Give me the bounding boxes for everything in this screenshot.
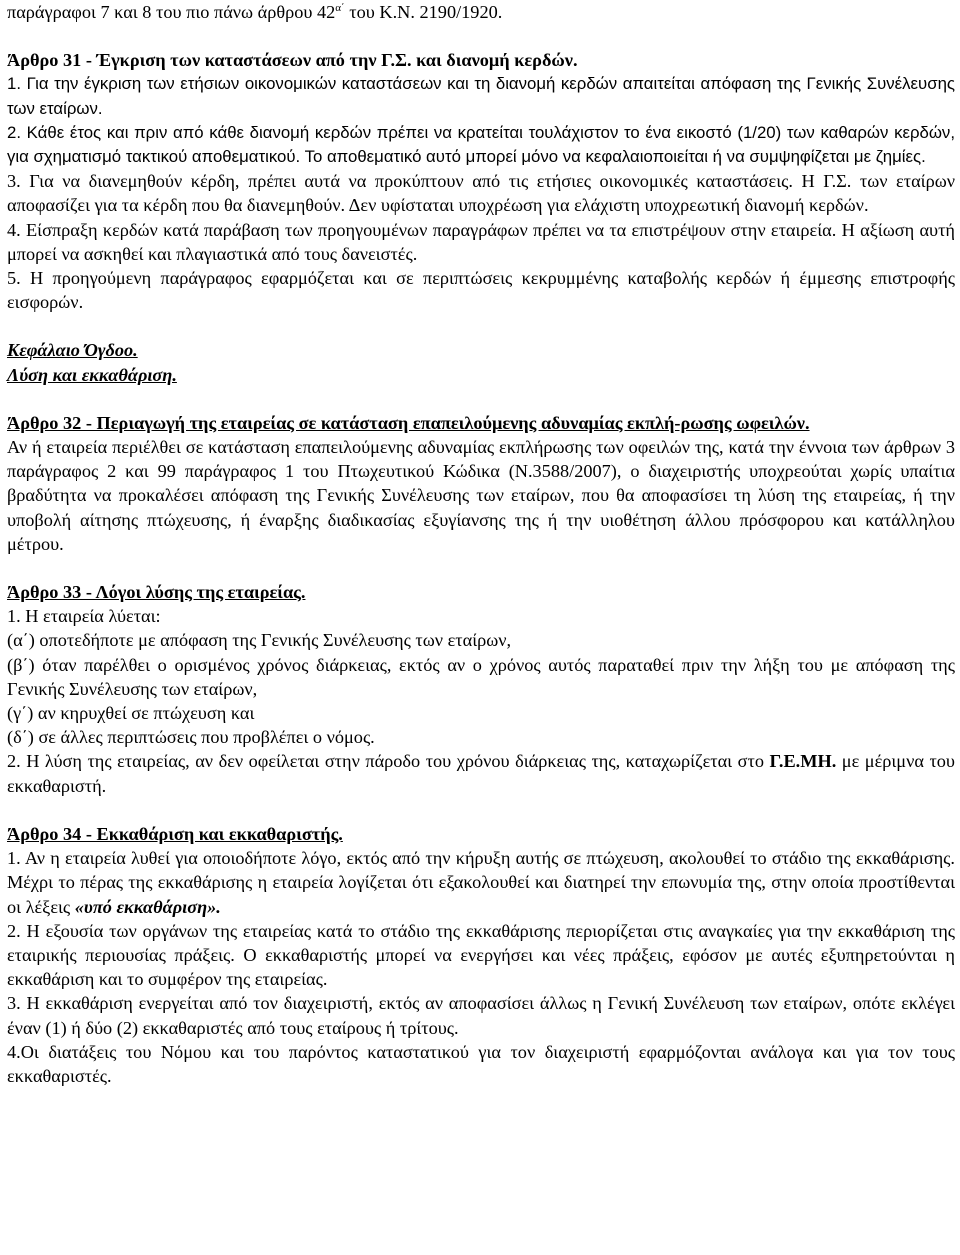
- spacer: [7, 556, 955, 580]
- article-33-item-d: (δ΄) σε άλλες περιπτώσεις που προβλέπει ο νόμος.: [7, 727, 375, 748]
- article-31-para-2: 2. Κάθε έτος και πριν από κάθε διανομή κερδών πρέπει να κρατείται τουλάχιστον το ένα εικοστό (1/20) των καθαρών κερδών, για σχηματισμό τακτικού αποθεματικού. Το αποθεματικό αυτό μπορεί μόνο να κεφαλαιοποιείται ή να συμψηφίζεται με ζημίες.: [7, 122, 955, 167]
- article-32-title: Άρθρο 32 - Περιαγωγή της εταιρείας σε κατάσταση επαπειλούμενης αδυναμίας εκπλή-ρωσης ωφειλών.: [7, 412, 810, 433]
- spacer: [7, 24, 955, 48]
- spacer: [7, 314, 955, 338]
- article-34-para-1: [7, 846, 955, 919]
- chapter-subtitle: Λύση και εκκαθάριση.: [7, 364, 177, 385]
- article-31-para-4: 4. Είσπραξη κερδών κατά παράβαση των προηγουμένων παραγράφων πρέπει να τα επιστρέψουν στην εταιρεία. Η αξίωση αυτή μπορεί να ασκηθεί και πλαγιαστικά από τους δανειστές.: [7, 219, 955, 264]
- article-33-para-2: [7, 749, 955, 797]
- article-34-para-1-emphasis: «υπό εκκαθάριση».: [74, 896, 221, 917]
- article-31-para-5: 5. Η προηγούμενη παράγραφος εφαρμόζεται και σε περιπτώσεις κεκρυμμένης καταβολής κερδών ή έμμεσης επιστροφής εισφορών.: [7, 268, 955, 313]
- article-33-para-2-end: με μέριμνα του εκκαθαριστή.: [7, 751, 955, 796]
- document-page: [7, 0, 955, 1088]
- article-32-body: Αν ή εταιρεία περιέλθει σε κατάσταση επαπειλούμενης αδυναμίας εκπλήρωσης των οφειλών της, κατά την έννοια των άρθρων 3 παράγραφος 2 και 99 παράγραφος 1 του Πτωχευτικού Κώδικα (Ν.3588/2007), ο διαχειριστής υποχρεούται χωρίς υπαίτια βραδύτητα να προκαλέσει απόφαση της Γενικής Συνέλευσης των εταίρων, που θα αποφασίσει τη λύση της εταιρείας, ή την υποβολή αίτησης πτώχευσης, ή έναρξης διαδικασίας εξυγίανσης της ή την υιοθέτηση άλλου πρόσφορου και κατάλληλου μέτρου.: [7, 437, 955, 554]
- article-31-title: Άρθρο 31 - Έγκριση των καταστάσεων από την Γ.Σ. και διανομή κερδών.: [7, 50, 578, 71]
- chapter-title: Κεφάλαιο Όγδοο.: [7, 340, 138, 361]
- spacer: [7, 387, 955, 411]
- spacer: [7, 798, 955, 822]
- top-line-superscript: α΄: [335, 1, 345, 14]
- article-33-item-a: (α΄) οποτεδήποτε με απόφαση της Γενικής Συνέλευσης των εταίρων,: [7, 630, 512, 651]
- article-34-para-4: 4.Οι διατάξεις του Νόμου και του παρόντος καταστατικού για τον διαχειριστή εφαρμόζονται ανάλογα και για τον τους εκκαθαριστές.: [7, 1041, 955, 1086]
- article-33-para-2-registry: Γ.Ε.ΜΗ.: [769, 751, 837, 772]
- article-33-item-c: (γ΄) αν κηρυχθεί σε πτώχευση και: [7, 703, 255, 724]
- article-33-item-b: (β΄) όταν παρέλθει ο ορισμένος χρόνος διάρκειας, εκτός αν ο χρόνος αυτός παραταθεί πριν την λήξη του με απόφαση της Γενικής Συνέλευσης των εταίρων,: [7, 654, 955, 699]
- article-34-title: Άρθρο 34 - Εκκαθάριση και εκκαθαριστής.: [7, 823, 343, 844]
- article-34-para-3: 3. Η εκκαθάριση ενεργείται από τον διαχειριστή, εκτός αν αποφασίσει άλλως η Γενική Συνέλευση των εταίρων, οπότε εκλέγει έναν (1) ή δύο (2) εκκαθαριστές από τους εταίρους ή τρίτους.: [7, 993, 955, 1038]
- article-34-para-2: 2. Η εξουσία των οργάνων της εταιρείας κατά το στάδιο της εκκαθάρισης περιορίζεται στις αναγκαίες για την εκκαθάριση της εταιρικής περιουσίας πράξεις. Ο εκκαθαριστής μπορεί να ενεργήσει και νέες πράξεις, εφόσον με αυτές εξυπηρετούνται η εκκαθάριση και το συμφέρον της εταιρείας.: [7, 920, 955, 990]
- article-31-para-1: 1. Για την έγκριση των ετήσιων οικονομικών καταστάσεων και τη διανομή κερδών απαιτείται απόφαση της Γενικής Συνέλευσης των εταίρων.: [7, 74, 955, 118]
- top-line: [7, 0, 955, 24]
- article-34-para-1-text: 1. Αν η εταιρεία λυθεί για οποιοδήποτε λόγο, εκτός από την κήρυξη αυτής σε πτώχευση, ακολουθεί το στάδιο της εκκαθάρισης. Μέχρι το πέρας της εκκαθάρισης η εταιρεία λογίζεται ότι εξακολουθεί και διατηρεί την επωνυμία της, στην οποία προστίθενται οι λέξεις: [7, 848, 955, 917]
- top-line-text-post: του Κ.Ν. 2190/1920.: [349, 2, 503, 22]
- article-33-title: Άρθρο 33 - Λόγοι λύσης της εταιρείας.: [7, 582, 306, 603]
- top-line-text: παράγραφοι 7 και 8 του πιο πάνω άρθρου 42: [7, 2, 336, 22]
- article-33-para-1: 1. Η εταιρεία λύεται:: [7, 606, 161, 627]
- article-33-para-2-text: 2. Η λύση της εταιρείας, αν δεν οφείλεται στην πάροδο του χρόνου διάρκειας της, καταχωρίζεται στο: [7, 751, 764, 772]
- article-31-para-3: 3. Για να διανεμηθούν κέρδη, πρέπει αυτά να προκύπτουν από τις ετήσιες οικονομικές καταστάσεις. Η Γ.Σ. των εταίρων αποφασίζει για τα κέρδη που θα διανεμηθούν. Δεν υφίσταται υποχρέωση για ελάχιστη υποχρεωτική διανομή κερδών.: [7, 171, 955, 216]
